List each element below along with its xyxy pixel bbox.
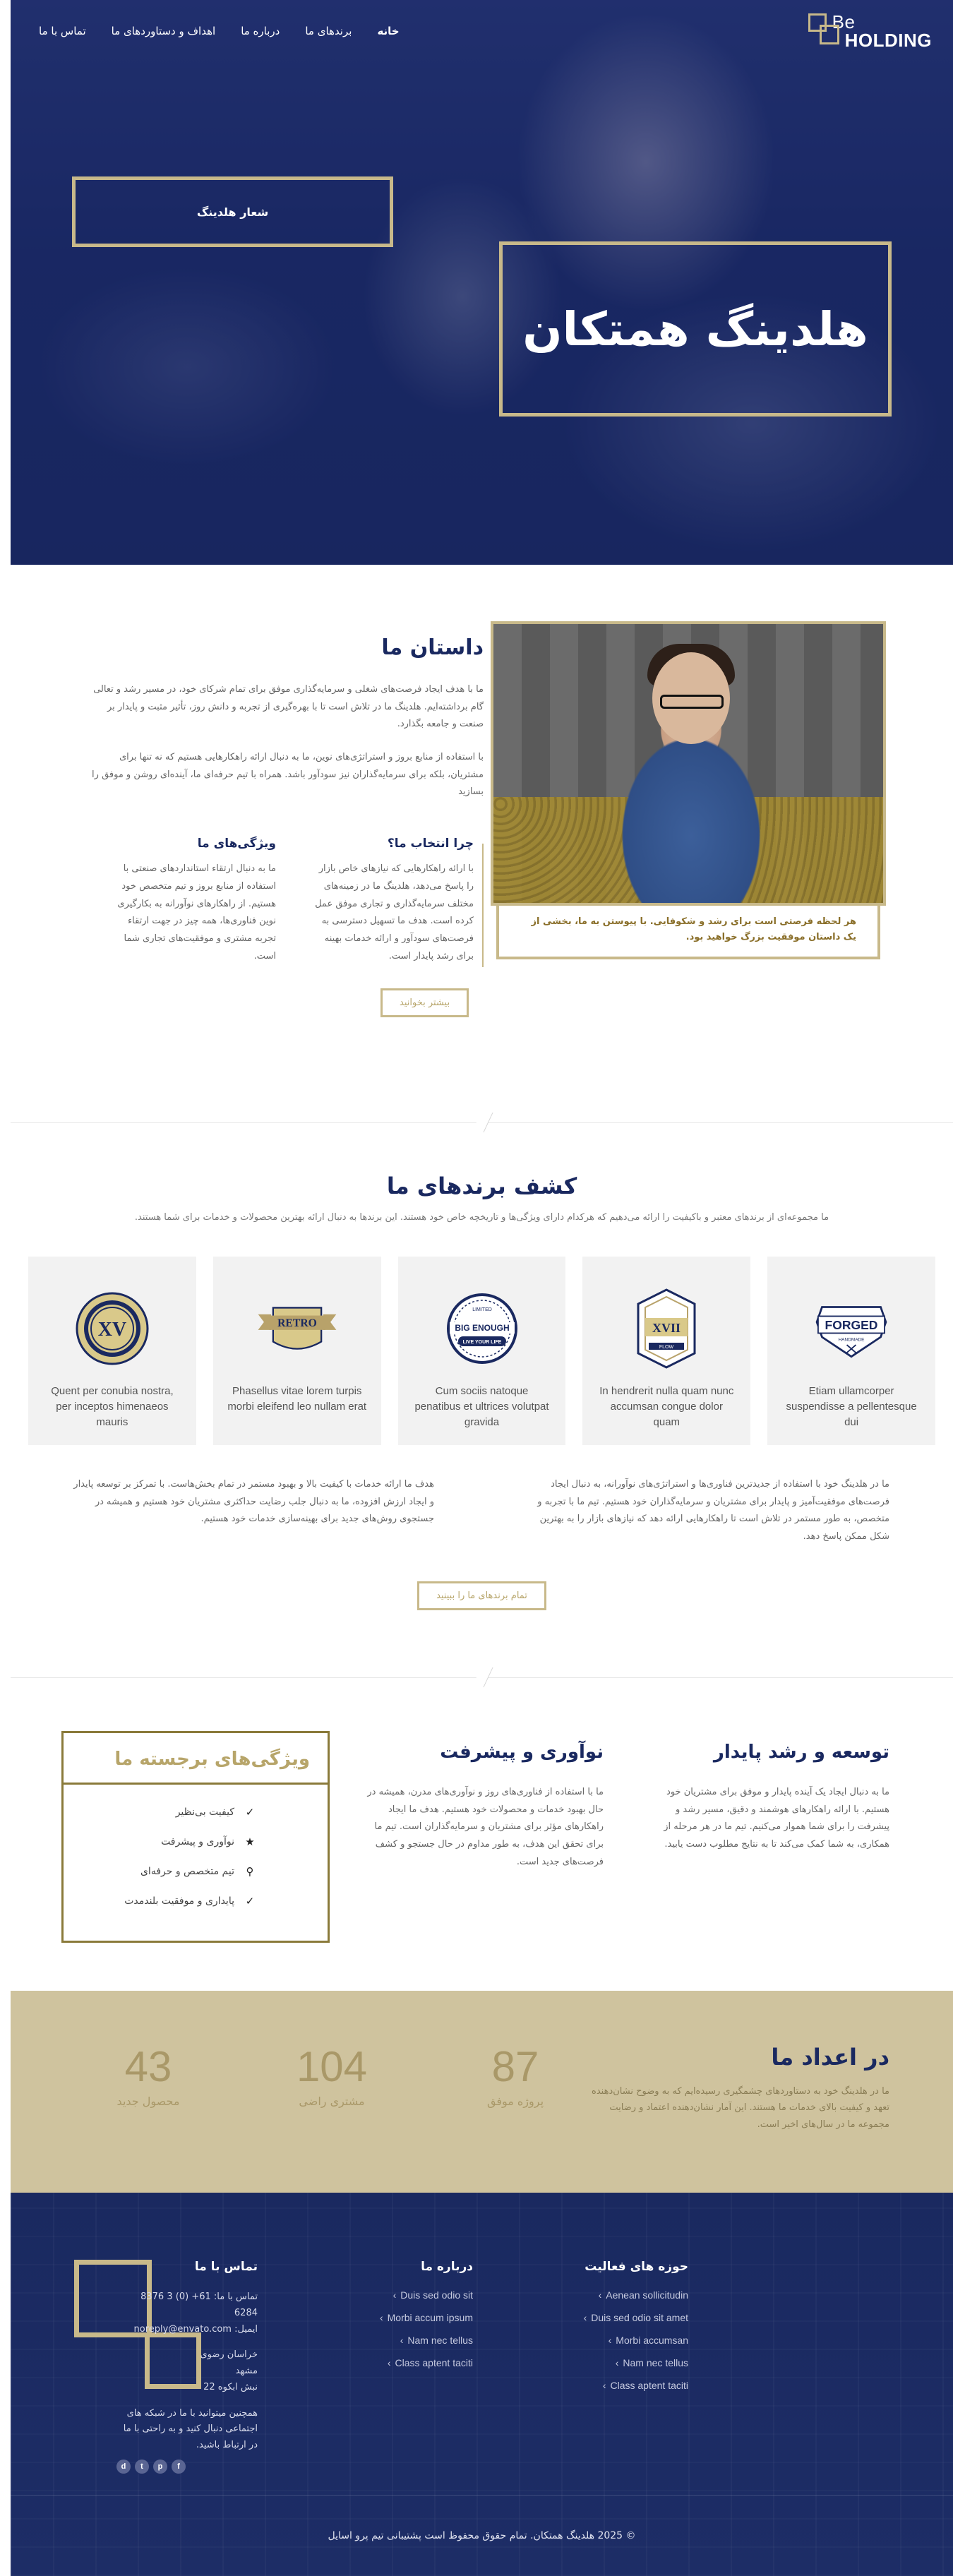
nav-item-about[interactable]: درباره ما xyxy=(241,25,280,37)
brand-badge-sub: LIVE YOUR LIFE xyxy=(462,1340,501,1345)
brand-name: In hendrerit nulla quam nunc accumsan congue dolor quam xyxy=(599,1385,734,1428)
stat-successful-projects xyxy=(455,2044,575,2108)
stat-new-products xyxy=(88,2044,208,2108)
brand-badge-text: FORGED xyxy=(825,1317,878,1332)
story-divider xyxy=(482,844,484,967)
logo-squares-icon xyxy=(808,13,841,49)
story-title: داستان ما xyxy=(381,635,484,660)
footer xyxy=(11,2193,953,2576)
hero-slogan-box: شعار هلدینگ xyxy=(72,176,393,247)
check-icon: ✓ xyxy=(245,1895,255,1907)
nav-menu xyxy=(39,25,400,37)
why-us-text: با ارائه راهکارهایی که نیازهای خاص بازار را پاسخ می‌دهد، هلدینگ ما در زمینه‌های مختلف سرمایه‌گذاری و تجاری موفق عمل کرده است. هدف ما تسهیل دسترسی به فرصت‌های سودآور و ارائه خدمات بهینه برای رشد پایدار است. xyxy=(315,863,474,961)
feature-item xyxy=(85,1806,257,1819)
social-links xyxy=(116,2460,258,2474)
brand-name: Etiam ullamcorper suspendisse a pellentesque dui xyxy=(786,1385,917,1428)
features-section xyxy=(11,1678,953,1991)
growth-column xyxy=(649,1742,889,1854)
laurel-badge-icon xyxy=(70,1286,155,1371)
footer-contact-column xyxy=(116,2260,258,2474)
footer-about-title: درباره ما xyxy=(421,2260,473,2274)
growth-text: ما به دنبال ایجاد یک آینده پایدار و موفق برای مشتریان خود هستیم. با ارائه راهکارهای هوشمند و دقیق، مسیر رشد و پیشرفت را برای شما هموار می‌کنیم. تیم ما در هر مرحله از همکاری، به شما کمک می‌کند تا به نتایج مطلوب دست یابید. xyxy=(664,1787,889,1850)
stat-value: 87 xyxy=(491,2043,539,2090)
brands-desc-right: ما در هلدینگ خود با استفاده از جدیدترین فناوری‌ها و استراتژی‌های نوآورانه، به دنبال ایجاد فرصت‌های موفقیت‌آمیز و پایدار برای مشتریان و سرمایه‌گذاران خود هستیم. تیم ما با تجربه و متخصص، به طور مستمر در تلاش است تا راهکارهایی ارائه دهد که نیازهای بازار را به بهترین شکل ممکن پاسخ دهد. xyxy=(537,1479,889,1542)
footer-areas-list xyxy=(547,2289,688,2391)
why-us-column xyxy=(311,837,474,965)
pinterest-icon[interactable]: p xyxy=(153,2460,167,2474)
footer-about-list xyxy=(332,2289,473,2368)
features-list xyxy=(64,1785,328,1907)
feature-item xyxy=(85,1865,257,1878)
brand-name: Cum sociis natoque penatibus et ultrices volutpat gravida xyxy=(414,1385,549,1428)
numbers-text: ما در هلدینگ خود به دستاوردهای چشمگیری رسیده‌ایم که به وضوح نشان‌دهنده تعهد و کیفیت بالای خدمات ما هستند. این آمار نشان‌دهنده اعتماد و رضایت مجموعه ما در سال‌های اخیر است. xyxy=(592,2086,889,2130)
story-photo xyxy=(491,621,886,906)
stats xyxy=(88,2044,575,2108)
story-text xyxy=(88,621,484,965)
stat-happy-clients xyxy=(272,2044,392,2108)
story-quote: هر لحظه فرصتی است برای رشد و شکوفایی. با پیوستن به ما، بخشی از یک داستان موفقیت بزرگ خواهید بود. xyxy=(496,903,880,959)
feature-label: تیم متخصص و حرفه‌ای xyxy=(140,1866,234,1877)
innovation-title: نوآوری و پیشرفت xyxy=(440,1742,604,1763)
brand-card[interactable] xyxy=(398,1257,566,1445)
brand-badge-top: LIMITED xyxy=(472,1307,492,1312)
footer-link[interactable]: Aenean sollicitudin › xyxy=(547,2289,688,2301)
stat-value: 104 xyxy=(296,2043,368,2090)
copyright: © 2025 هلدینگ همتکان. تمام حقوق محفوظ است پشتیبانی تیم پرو اسایل xyxy=(328,2530,636,2541)
brands-lead: ما مجموعه‌ای از برندهای معتبر و باکیفیت را ارائه می‌دهیم که هرکدام دارای ویژگی‌ها و تاریخچه خاص خود هستند. این برندها به دنبال ارائه بهترین محصولات و خدمات برای شما هستند. xyxy=(134,1212,829,1223)
brands-section xyxy=(11,1123,953,1677)
brand-badge-text: XV xyxy=(97,1319,127,1341)
our-features-text: ما به دنبال ارتقاء استانداردهای صنعتی با استفاده از منابع بروز و تیم متخصص خود هستیم. از راهکارهای نوآورانه به بکارگیری نوین فناوری‌ها، همه چیز در جهت ارتقاء تجربه مشتری و موفقیت‌های تجاری شما است. xyxy=(117,863,276,961)
footer-bottom xyxy=(11,2495,953,2576)
logo-be: Be xyxy=(832,11,856,32)
feature-label: نوآوری و پیشرفت xyxy=(161,1836,234,1847)
brand-card[interactable] xyxy=(767,1257,935,1445)
numbers-section xyxy=(11,1991,953,2193)
story-image-column xyxy=(491,621,886,959)
footer-areas-title: حوزه های فعالیت xyxy=(585,2260,688,2274)
footer-link[interactable]: Morbi accum ipsum › xyxy=(332,2312,473,2323)
footer-about-column xyxy=(332,2260,473,2380)
lightbulb-icon: ⚲ xyxy=(246,1865,254,1878)
brands-desc-left: هدف ما ارائه خدمات با کیفیت بالا و بهبود مستمر در تمام بخش‌هاست. با تمرکز بر توسعه پایدار و ایجاد ارزش افزوده، ما به دنبال جلب رضایت حداکثری مشتریان خود هستیم و همیشه در جستجوی روش‌های جدید برای بهینه‌سازی خدمات خود هستیم. xyxy=(73,1479,434,1525)
innovation-column xyxy=(356,1742,604,1871)
stat-value: 43 xyxy=(124,2043,172,2090)
story-paragraph-1: ما با هدف ایجاد فرصت‌های شغلی و سرمایه‌گذاری موفق برای تمام شرکای خود، در مسیر رشد و تعالی گام برداشته‌ایم. هلدینگ ما در تلاش است تا با بهره‌گیری از تجربه و دانش روز، تأثیر مثبت و پایدار بر صنعت و جامعه بگذارد. xyxy=(93,684,484,730)
forged-shield-icon xyxy=(809,1286,894,1371)
nav-item-home[interactable]: خانه xyxy=(377,25,400,37)
features-box-title: ویژگی‌های برجسته ما xyxy=(64,1733,328,1785)
innovation-text: ما با استفاده از فناوری‌های روز و نوآوری‌های مدرن، همیشه در حال بهبود خدمات و محصولات خود هستیم. هدف ما ایجاد راهکارهای مؤثر برای مشتریان و سرمایه‌گذاران است. تیم ما برای تحقق این هدف، به طور مداوم در حال جستجو و کشف فرصت‌های جدید است. xyxy=(367,1787,604,1867)
our-features-column xyxy=(114,837,276,965)
twitter-icon[interactable]: t xyxy=(135,2460,149,2474)
logo-holding: HOLDING xyxy=(844,30,932,51)
footer-link[interactable]: Nam nec tellus › xyxy=(547,2357,688,2368)
feature-label: پایداری و موفقیت بلندمدت xyxy=(124,1895,234,1907)
growth-title: توسعه و رشد پایدار xyxy=(713,1742,889,1763)
brands-description xyxy=(11,1476,953,1546)
why-us-title: چرا انتخاب ما؟ xyxy=(387,837,474,851)
footer-link[interactable]: Class aptent taciti › xyxy=(547,2380,688,2391)
footer-link[interactable]: Duis sed odio sit amet › xyxy=(547,2312,688,2323)
stat-label: پروژه موفق xyxy=(486,2095,544,2108)
story-section xyxy=(11,565,953,1122)
feature-item xyxy=(85,1835,257,1848)
brand-name: Quent per conubia nostra, per inceptos himenaeos mauris xyxy=(51,1385,174,1428)
read-more-button[interactable]: بیشتر بخوانید xyxy=(380,988,469,1017)
brand-badge-sub: FLOW xyxy=(659,1345,674,1350)
feature-item xyxy=(85,1895,257,1907)
facebook-icon[interactable]: f xyxy=(172,2460,186,2474)
star-icon: ★ xyxy=(245,1835,255,1848)
dribbble-icon[interactable]: d xyxy=(116,2460,131,2474)
brand-card[interactable] xyxy=(28,1257,196,1445)
check-icon: ✓ xyxy=(245,1806,255,1819)
hero-section xyxy=(11,0,953,565)
tag-hex-icon xyxy=(624,1286,709,1371)
brand-card[interactable] xyxy=(582,1257,750,1445)
brand-name: Phasellus vitae lorem turpis morbi eleifend leo nullam erat xyxy=(227,1385,367,1413)
brand-badge-text: BIG ENOUGH xyxy=(454,1323,510,1333)
hero-title: هلدینگ همتکان xyxy=(522,301,868,357)
contact-address-city: مشهد xyxy=(235,2366,258,2376)
nav-item-brands[interactable]: برندهای ما xyxy=(305,25,352,37)
footer-contact-title: تماس با ما xyxy=(194,2260,258,2274)
nav-item-goals[interactable]: اهداف و دستاوردهای ما xyxy=(111,25,216,37)
retro-ribbon-icon xyxy=(255,1286,340,1371)
brand-badge-sub: HANDMADE xyxy=(838,1337,865,1343)
footer-link[interactable]: Class aptent taciti › xyxy=(332,2357,473,2368)
contact-email[interactable]: ایمیل: noreply@envato.com xyxy=(133,2323,258,2335)
social-text: همچنین میتوانید با ما در شبکه های اجتماعی دنبال کنید و به راحتی با ما در ارتباط باشید. xyxy=(123,2407,258,2450)
brand-badge-text: XVII xyxy=(652,1321,681,1335)
brand-cards xyxy=(11,1257,953,1445)
our-features-title: ویژگی‌های ما xyxy=(197,837,276,851)
contact-address-province: خراسان رضوی xyxy=(200,2349,258,2361)
story-columns xyxy=(88,837,484,965)
footer-link[interactable]: Morbi accumsan › xyxy=(547,2335,688,2346)
hero-title-box xyxy=(499,241,892,417)
navbar xyxy=(11,0,953,62)
logo-text xyxy=(832,11,932,51)
stat-label: محصول جدید xyxy=(116,2095,180,2108)
stat-label: مشتری راضی xyxy=(299,2095,365,2108)
page xyxy=(11,0,953,2576)
brand-badge-text: RETRO xyxy=(277,1317,317,1330)
circle-stamp-icon xyxy=(440,1286,525,1371)
numbers-heading xyxy=(586,2044,889,2133)
brand-card[interactable] xyxy=(213,1257,381,1445)
footer-link[interactable]: Duis sed odio sit › xyxy=(332,2289,473,2301)
story-paragraph-2: با استفاده از منابع بروز و استراتژی‌های نوین، ما به دنبال ارائه راهکارهایی هستیم که نه تنها برای مشتریان، بلکه برای سرمایه‌گذاران نیز سودآور باشد. همراه با تیم حرفه‌ای ما، آینده‌ای روشن و موفق را بسازید xyxy=(92,752,484,798)
all-brands-button[interactable]: تمام برندهای ما را ببینید xyxy=(417,1581,546,1610)
features-box xyxy=(61,1731,330,1943)
feature-label: کیفیت بی‌نظیر xyxy=(175,1807,234,1818)
contact-address-street: نبش ابکوه 22 xyxy=(203,2381,258,2392)
brands-title: کشف برندهای ما xyxy=(386,1173,577,1199)
logo[interactable] xyxy=(808,13,932,49)
nav-item-contact[interactable]: تماس با ما xyxy=(39,25,86,37)
numbers-title: در اعداد ما xyxy=(771,2044,889,2071)
contact-phone: تماس با ما: 61+ (0) 3 8376 6284 xyxy=(140,2292,258,2318)
footer-areas-column xyxy=(547,2260,688,2402)
footer-link[interactable]: Nam nec tellus › xyxy=(332,2335,473,2346)
